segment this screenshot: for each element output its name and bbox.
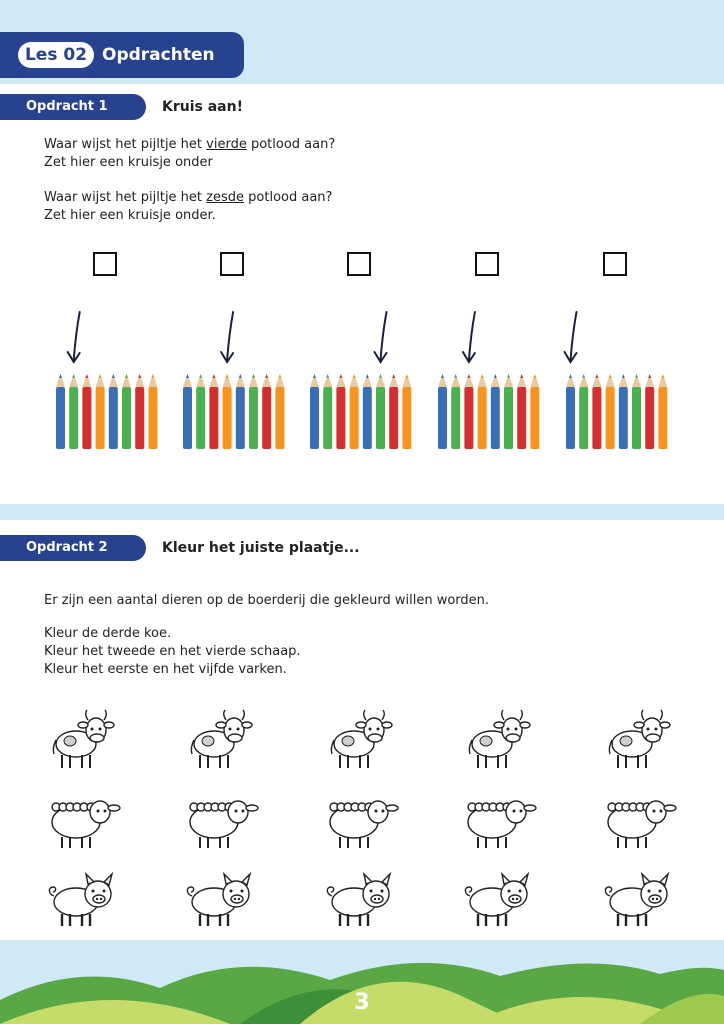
cow-eye: [377, 728, 380, 731]
page-title: Opdrachten: [102, 45, 215, 65]
pencil-body: [236, 387, 245, 449]
answer-checkbox[interactable]: [93, 252, 117, 276]
pencil-body: [579, 387, 588, 449]
cow-eye: [237, 728, 240, 731]
pencil-lead: [481, 374, 484, 378]
cow-eye: [91, 728, 94, 731]
pencil-body: [632, 387, 641, 449]
cow-ear: [104, 722, 114, 728]
pencil-body: [592, 387, 601, 449]
cow-tail: [331, 740, 334, 754]
answer-checkbox[interactable]: [220, 252, 244, 276]
cow-eye: [369, 728, 372, 731]
pencil-icon: [96, 374, 105, 449]
assignment-2-badge: Opdracht 2: [0, 535, 146, 561]
pencil-body: [275, 387, 284, 449]
pencil-lead: [239, 374, 242, 378]
cow-tail: [469, 740, 472, 754]
pig-nostril: [96, 898, 98, 900]
pencil-lead: [85, 374, 88, 378]
pencil-body: [438, 387, 447, 449]
sheep-eye: [513, 810, 516, 813]
cow-ear: [356, 722, 366, 728]
cow-snout: [646, 734, 660, 742]
sheep-ear: [664, 805, 676, 811]
sheep-ear: [386, 805, 398, 811]
pig-tail: [465, 887, 471, 896]
cow-ear: [242, 722, 252, 728]
pencil-body: [363, 387, 372, 449]
pencil-icon: [69, 374, 78, 449]
pig-tail: [187, 887, 193, 896]
instruction-sheep: Kleur het tweede en het vierde schaap.: [44, 644, 301, 659]
pencil-body: [249, 387, 258, 449]
pencil-lead: [199, 374, 202, 378]
pig-snout: [371, 895, 383, 903]
pencil-icon: [592, 374, 601, 449]
pencil-icon: [135, 374, 144, 449]
cow-snout: [506, 734, 520, 742]
pencil-body: [491, 387, 500, 449]
pencil-lead: [326, 374, 329, 378]
instruction-cow: Kleur de derde koe.: [44, 626, 172, 641]
pig-nostril: [516, 898, 518, 900]
assignment-1-heading: Kruis aan!: [162, 99, 243, 115]
pencil-body: [478, 387, 487, 449]
pig-ear: [520, 874, 528, 885]
pig-icon[interactable]: [187, 874, 250, 926]
pencil-body: [109, 387, 118, 449]
pig-nostril: [374, 898, 376, 900]
pencil-lead: [661, 374, 664, 378]
cow-tail: [53, 740, 56, 754]
pencil-body: [464, 387, 473, 449]
pencil-lead: [507, 374, 510, 378]
cow-snout: [368, 734, 382, 742]
pencil-icon: [363, 374, 372, 449]
pig-tail: [49, 887, 55, 896]
pencil-icon: [183, 374, 192, 449]
pencil-body: [223, 387, 232, 449]
pig-icon[interactable]: [49, 874, 112, 926]
pencil-body: [56, 387, 65, 449]
sheep-eye: [520, 810, 523, 813]
pencil-icon: [148, 374, 157, 449]
animal-grid: [0, 700, 724, 940]
pencil-lead: [125, 374, 128, 378]
pig-eye: [648, 890, 651, 893]
pencil-icon: [645, 374, 654, 449]
question-1: [44, 136, 335, 154]
pencil-lead: [252, 374, 255, 378]
cow-icon[interactable]: [53, 710, 114, 768]
pencil-lead: [112, 374, 115, 378]
instruction-pig: Kleur het eerste en het vijfde varken.: [44, 662, 287, 677]
pig-ear: [364, 874, 372, 884]
pencil-body: [389, 387, 398, 449]
question-2-instruction: Zet hier een kruisje onder.: [44, 208, 216, 223]
pig-tail: [327, 887, 333, 896]
sheep-eye: [242, 810, 245, 813]
pig-nostril: [656, 898, 658, 900]
pencil-body: [350, 387, 359, 449]
pencil-icon: [376, 374, 385, 449]
assignment-2-heading: Kleur het juiste plaatje...: [162, 540, 360, 556]
pencil-icon: [517, 374, 526, 449]
cow-eye: [229, 728, 232, 731]
cow-eye: [647, 728, 650, 731]
pencil-icon: [402, 374, 411, 449]
pencil-body: [196, 387, 205, 449]
pencil-lead: [595, 374, 598, 378]
pig-eye: [381, 890, 384, 893]
pencil-icon: [478, 374, 487, 449]
question-2: [44, 189, 332, 207]
pig-icon[interactable]: [465, 874, 528, 926]
cow-eye: [655, 728, 658, 731]
cow-eye: [515, 728, 518, 731]
pencil-icon: [606, 374, 615, 449]
pig-ear: [642, 874, 650, 884]
pencil-icon: [323, 374, 332, 449]
pencil-body: [658, 387, 667, 449]
cow-icon[interactable]: [191, 710, 252, 768]
pencil-lead: [533, 374, 536, 378]
sheep-eye: [104, 810, 107, 813]
pencil-lead: [59, 374, 62, 378]
lesson-label: Les 02: [24, 45, 88, 65]
cow-eye: [507, 728, 510, 731]
sheep-icon[interactable]: [468, 801, 536, 848]
sheep-head: [646, 801, 666, 823]
pig-nostril: [100, 898, 102, 900]
cow-icon[interactable]: [469, 710, 530, 768]
pencil-icon: [223, 374, 232, 449]
question-1-ordinal: vierde: [206, 137, 247, 152]
sheep-eye: [97, 810, 100, 813]
cow-tail: [191, 740, 194, 754]
pig-eye: [508, 890, 511, 893]
pencil-icon: [658, 374, 667, 449]
pig-ear: [660, 874, 668, 885]
pig-ear: [382, 874, 390, 885]
pencil-lead: [520, 374, 523, 378]
sheep-eye: [235, 810, 238, 813]
pencil-body: [402, 387, 411, 449]
cow-ear: [520, 722, 530, 728]
cow-icon[interactable]: [609, 710, 670, 768]
answer-checkbox[interactable]: [475, 252, 499, 276]
pencil-icon: [249, 374, 258, 449]
pencil-body: [451, 387, 460, 449]
pencil-icon: [491, 374, 500, 449]
question-1-instruction: Zet hier een kruisje onder: [44, 155, 213, 170]
pencil-group: [56, 312, 157, 449]
pencil-body: [566, 387, 575, 449]
pig-eye: [659, 890, 662, 893]
pencil-lead: [454, 374, 457, 378]
sheep-icon[interactable]: [190, 801, 258, 848]
pencil-lead: [635, 374, 638, 378]
pig-nostril: [238, 898, 240, 900]
pencil-icon: [530, 374, 539, 449]
pencil-icon: [236, 374, 245, 449]
cow-icon[interactable]: [331, 710, 392, 768]
pencil-lead: [569, 374, 572, 378]
sheep-eye: [653, 810, 656, 813]
cow-spot: [342, 736, 354, 746]
pencil-lead: [151, 374, 154, 378]
sheep-eye: [660, 810, 663, 813]
sheep-ear: [246, 805, 258, 811]
pencil-lead: [622, 374, 625, 378]
pig-snout: [509, 895, 521, 903]
pencil-lead: [99, 374, 102, 378]
sheep-icon[interactable]: [330, 801, 398, 848]
pencil-group: [438, 312, 539, 449]
pencil-icon: [336, 374, 345, 449]
intro-text: Er zijn een aantal dieren op de boerderij die gekleurd willen worden.: [44, 593, 490, 608]
pencil-icon: [566, 374, 575, 449]
answer-checkbox[interactable]: [603, 252, 627, 276]
cow-spot: [64, 736, 76, 746]
sheep-icon[interactable]: [52, 801, 120, 848]
pig-tail: [605, 887, 611, 896]
sheep-head: [228, 801, 248, 823]
pencil-icon: [389, 374, 398, 449]
sheep-ear: [524, 805, 536, 811]
pencil-lead: [353, 374, 356, 378]
answer-checkbox[interactable]: [347, 252, 371, 276]
sheep-head: [90, 801, 110, 823]
pig-icon[interactable]: [605, 874, 668, 926]
pencil-icon: [310, 374, 319, 449]
pencil-lead: [494, 374, 497, 378]
sheep-ear: [108, 805, 120, 811]
pencil-body: [310, 387, 319, 449]
cow-ear: [78, 722, 88, 728]
pencil-group: [183, 312, 284, 449]
pencil-groups: [0, 304, 724, 504]
pencil-icon: [350, 374, 359, 449]
pig-eye: [241, 890, 244, 893]
cow-snout: [90, 734, 104, 742]
pig-ear: [104, 874, 112, 885]
pencil-lead: [278, 374, 281, 378]
pencil-lead: [648, 374, 651, 378]
sheep-head: [506, 801, 526, 823]
pencil-icon: [56, 374, 65, 449]
sheep-eye: [382, 810, 385, 813]
cow-spot: [620, 736, 632, 746]
cow-snout: [228, 734, 242, 742]
cow-tail: [609, 740, 612, 754]
pencil-icon: [109, 374, 118, 449]
cow-eye: [99, 728, 102, 731]
pencil-icon: [451, 374, 460, 449]
pencil-icon: [82, 374, 91, 449]
pencil-lead: [441, 374, 444, 378]
pencil-lead: [226, 374, 229, 378]
pencil-icon: [438, 374, 447, 449]
pencil-body: [82, 387, 91, 449]
pencil-body: [336, 387, 345, 449]
pencil-icon: [262, 374, 271, 449]
pencil-icon: [464, 374, 473, 449]
question-1-text-end: potlood aan?: [246, 137, 336, 152]
question-2-text: Waar wijst het pijltje het: [44, 190, 207, 205]
pencil-lead: [313, 374, 316, 378]
pencil-lead: [609, 374, 612, 378]
pencil-body: [135, 387, 144, 449]
pencil-body: [209, 387, 218, 449]
pencil-body: [376, 387, 385, 449]
pig-ear: [86, 874, 94, 884]
pencil-icon: [122, 374, 131, 449]
page-number: 3: [354, 990, 370, 1015]
pencil-body: [122, 387, 131, 449]
pencil-lead: [467, 374, 470, 378]
pencil-icon: [632, 374, 641, 449]
pencil-body: [148, 387, 157, 449]
assignment-2-section: [0, 520, 724, 940]
pencil-body: [504, 387, 513, 449]
pencil-body: [606, 387, 615, 449]
pencil-lead: [379, 374, 382, 378]
pencil-icon: [275, 374, 284, 449]
pencil-lead: [186, 374, 189, 378]
pencil-body: [183, 387, 192, 449]
cow-spot: [202, 736, 214, 746]
pencil-icon: [619, 374, 628, 449]
cow-spot: [480, 736, 492, 746]
pig-eye: [92, 890, 95, 893]
pencil-lead: [582, 374, 585, 378]
pencil-body: [530, 387, 539, 449]
question-1-text: Waar wijst het pijltje het: [44, 137, 207, 152]
pig-nostril: [234, 898, 236, 900]
question-2-ordinal: zesde: [206, 190, 245, 205]
pencil-body: [645, 387, 654, 449]
cow-ear: [634, 722, 644, 728]
pencil-icon: [504, 374, 513, 449]
cow-ear: [382, 722, 392, 728]
pencil-body: [262, 387, 271, 449]
sheep-eye: [375, 810, 378, 813]
pig-ear: [502, 874, 510, 884]
sheep-icon[interactable]: [608, 801, 676, 848]
pig-icon[interactable]: [327, 874, 390, 926]
pencil-body: [619, 387, 628, 449]
pig-ear: [242, 874, 250, 885]
pencil-body: [69, 387, 78, 449]
cow-ear: [660, 722, 670, 728]
pencil-lead: [366, 374, 369, 378]
pencil-icon: [579, 374, 588, 449]
pencil-group: [310, 312, 411, 449]
pencil-icon: [209, 374, 218, 449]
pencil-lead: [212, 374, 215, 378]
pig-eye: [519, 890, 522, 893]
pig-snout: [231, 895, 243, 903]
assignment-1-section: [0, 84, 724, 504]
pig-eye: [370, 890, 373, 893]
cow-ear: [494, 722, 504, 728]
pencil-body: [323, 387, 332, 449]
pencil-icon: [196, 374, 205, 449]
pencil-lead: [138, 374, 141, 378]
pig-snout: [93, 895, 105, 903]
pencil-body: [517, 387, 526, 449]
pig-eye: [230, 890, 233, 893]
pencil-lead: [339, 374, 342, 378]
pig-nostril: [512, 898, 514, 900]
pencil-lead: [392, 374, 395, 378]
cow-ear: [216, 722, 226, 728]
assignment-1-badge: Opdracht 1: [0, 94, 146, 120]
pencil-lead: [72, 374, 75, 378]
pencil-group: [565, 312, 668, 449]
pig-nostril: [652, 898, 654, 900]
pig-ear: [224, 874, 232, 884]
pencil-lead: [405, 374, 408, 378]
question-2-text-end: potlood aan?: [244, 190, 333, 205]
pig-eye: [103, 890, 106, 893]
sheep-head: [368, 801, 388, 823]
pig-nostril: [378, 898, 380, 900]
pencil-lead: [265, 374, 268, 378]
pig-snout: [649, 895, 661, 903]
pencil-body: [96, 387, 105, 449]
